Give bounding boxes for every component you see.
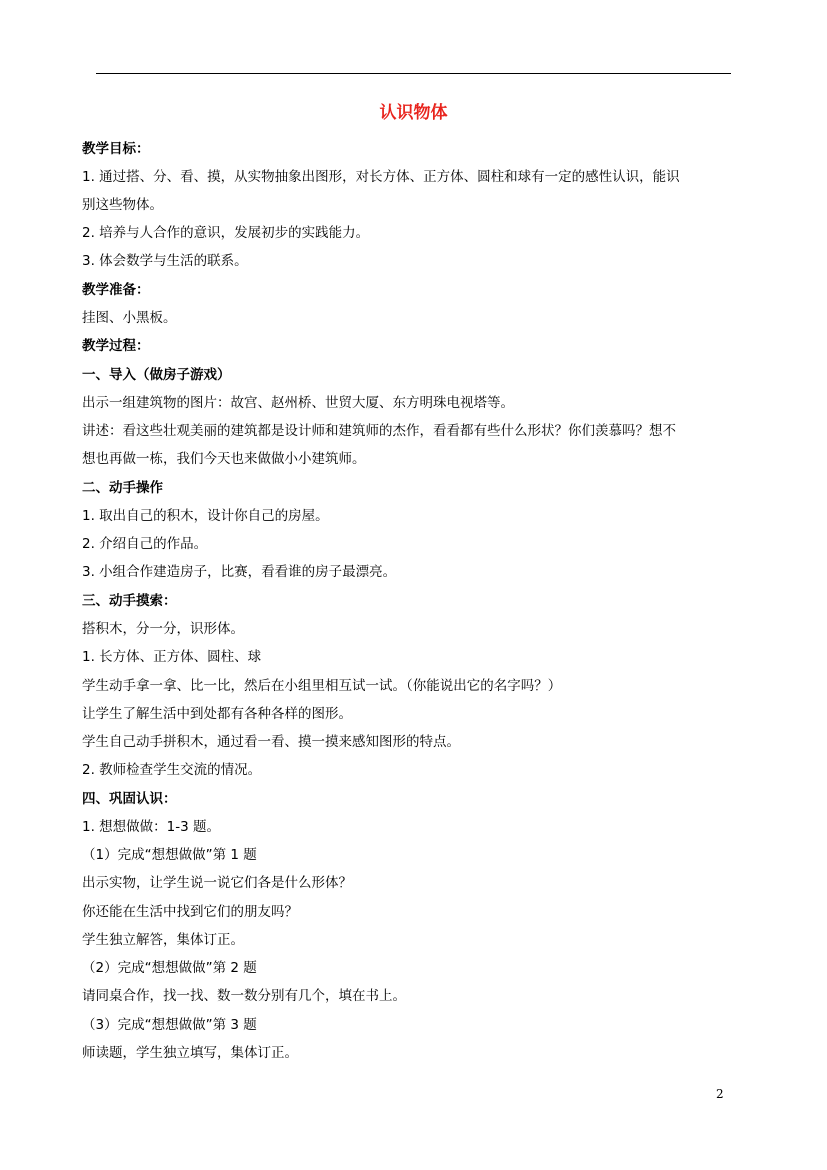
document-title: 认识物体 (379, 103, 448, 123)
paragraph-line: 出示一组建筑物的图片：故宫、赵州桥、世贸大厦、东方明珠电视塔等。 (82, 395, 514, 411)
paragraph-line: （1）完成“想想做做”第 1 题 (82, 847, 257, 863)
paragraph-line: 1. 长方体、正方体、圆柱、球 (82, 649, 262, 665)
paragraph-line: 3. 体会数学与生活的联系。 (82, 253, 248, 269)
page-number: 2 (716, 1087, 724, 1101)
heading-section-2: 二、动手操作 (82, 480, 163, 496)
paragraph-line: 讲述：看这些壮观美丽的建筑都是设计师和建筑师的杰作，看看都有些什么形状？你们羡慕吗？想不 (82, 423, 676, 439)
paragraph-line: （2）完成“想想做做”第 2 题 (82, 960, 257, 976)
paragraph-line: 想也再做一栋，我们今天也来做做小小建筑师。 (82, 451, 366, 467)
paragraph-line: 搭积木，分一分，识形体。 (82, 621, 244, 637)
paragraph-line: 学生动手拿一拿、比一比，然后在小组里相互试一试。（你能说出它的名字吗？） (82, 678, 562, 694)
paragraph-line: 请同桌合作，找一找、数一数分别有几个，填在书上。 (82, 988, 406, 1004)
paragraph-line: 学生独立解答，集体订正。 (82, 932, 244, 948)
paragraph-line: 别这些物体。 (82, 197, 163, 213)
heading-process: 教学过程： (82, 338, 150, 354)
paragraph-line: 1. 取出自己的积木，设计你自己的房屋。 (82, 508, 329, 524)
header-rule (96, 73, 731, 74)
paragraph-line: 1. 通过搭、分、看、摸，从实物抽象出图形，对长方体、正方体、圆柱和球有一定的感性认识，能识 (82, 169, 680, 185)
heading-preparation: 教学准备： (82, 282, 150, 298)
paragraph-line: 你还能在生活中找到它们的朋友吗？ (82, 904, 298, 920)
paragraph-line: 2. 介绍自己的作品。 (82, 536, 208, 552)
paragraph-line: 挂图、小黑板。 (82, 310, 177, 326)
paragraph-line: 2. 培养与人合作的意识，发展初步的实践能力。 (82, 225, 370, 241)
paragraph-line: 出示实物，让学生说一说它们各是什么形体？ (82, 875, 352, 891)
paragraph-line: （3）完成“想想做做”第 3 题 (82, 1017, 257, 1033)
paragraph-line: 学生自己动手拼积木，通过看一看、摸一摸来感知图形的特点。 (82, 734, 460, 750)
paragraph-line: 3. 小组合作建造房子，比赛，看看谁的房子最漂亮。 (82, 564, 397, 580)
heading-section-3: 三、动手摸索： (82, 593, 177, 609)
heading-objectives: 教学目标： (82, 141, 150, 157)
paragraph-line: 1. 想想做做：1-3 题。 (82, 819, 221, 835)
heading-section-1: 一、导入（做房子游戏） (82, 367, 231, 383)
paragraph-line: 让学生了解生活中到处都有各种各样的图形。 (82, 706, 352, 722)
paragraph-line: 2. 教师检查学生交流的情况。 (82, 762, 262, 778)
paragraph-line: 师读题，学生独立填写，集体订正。 (82, 1045, 298, 1061)
heading-section-4: 四、巩固认识： (82, 791, 177, 807)
